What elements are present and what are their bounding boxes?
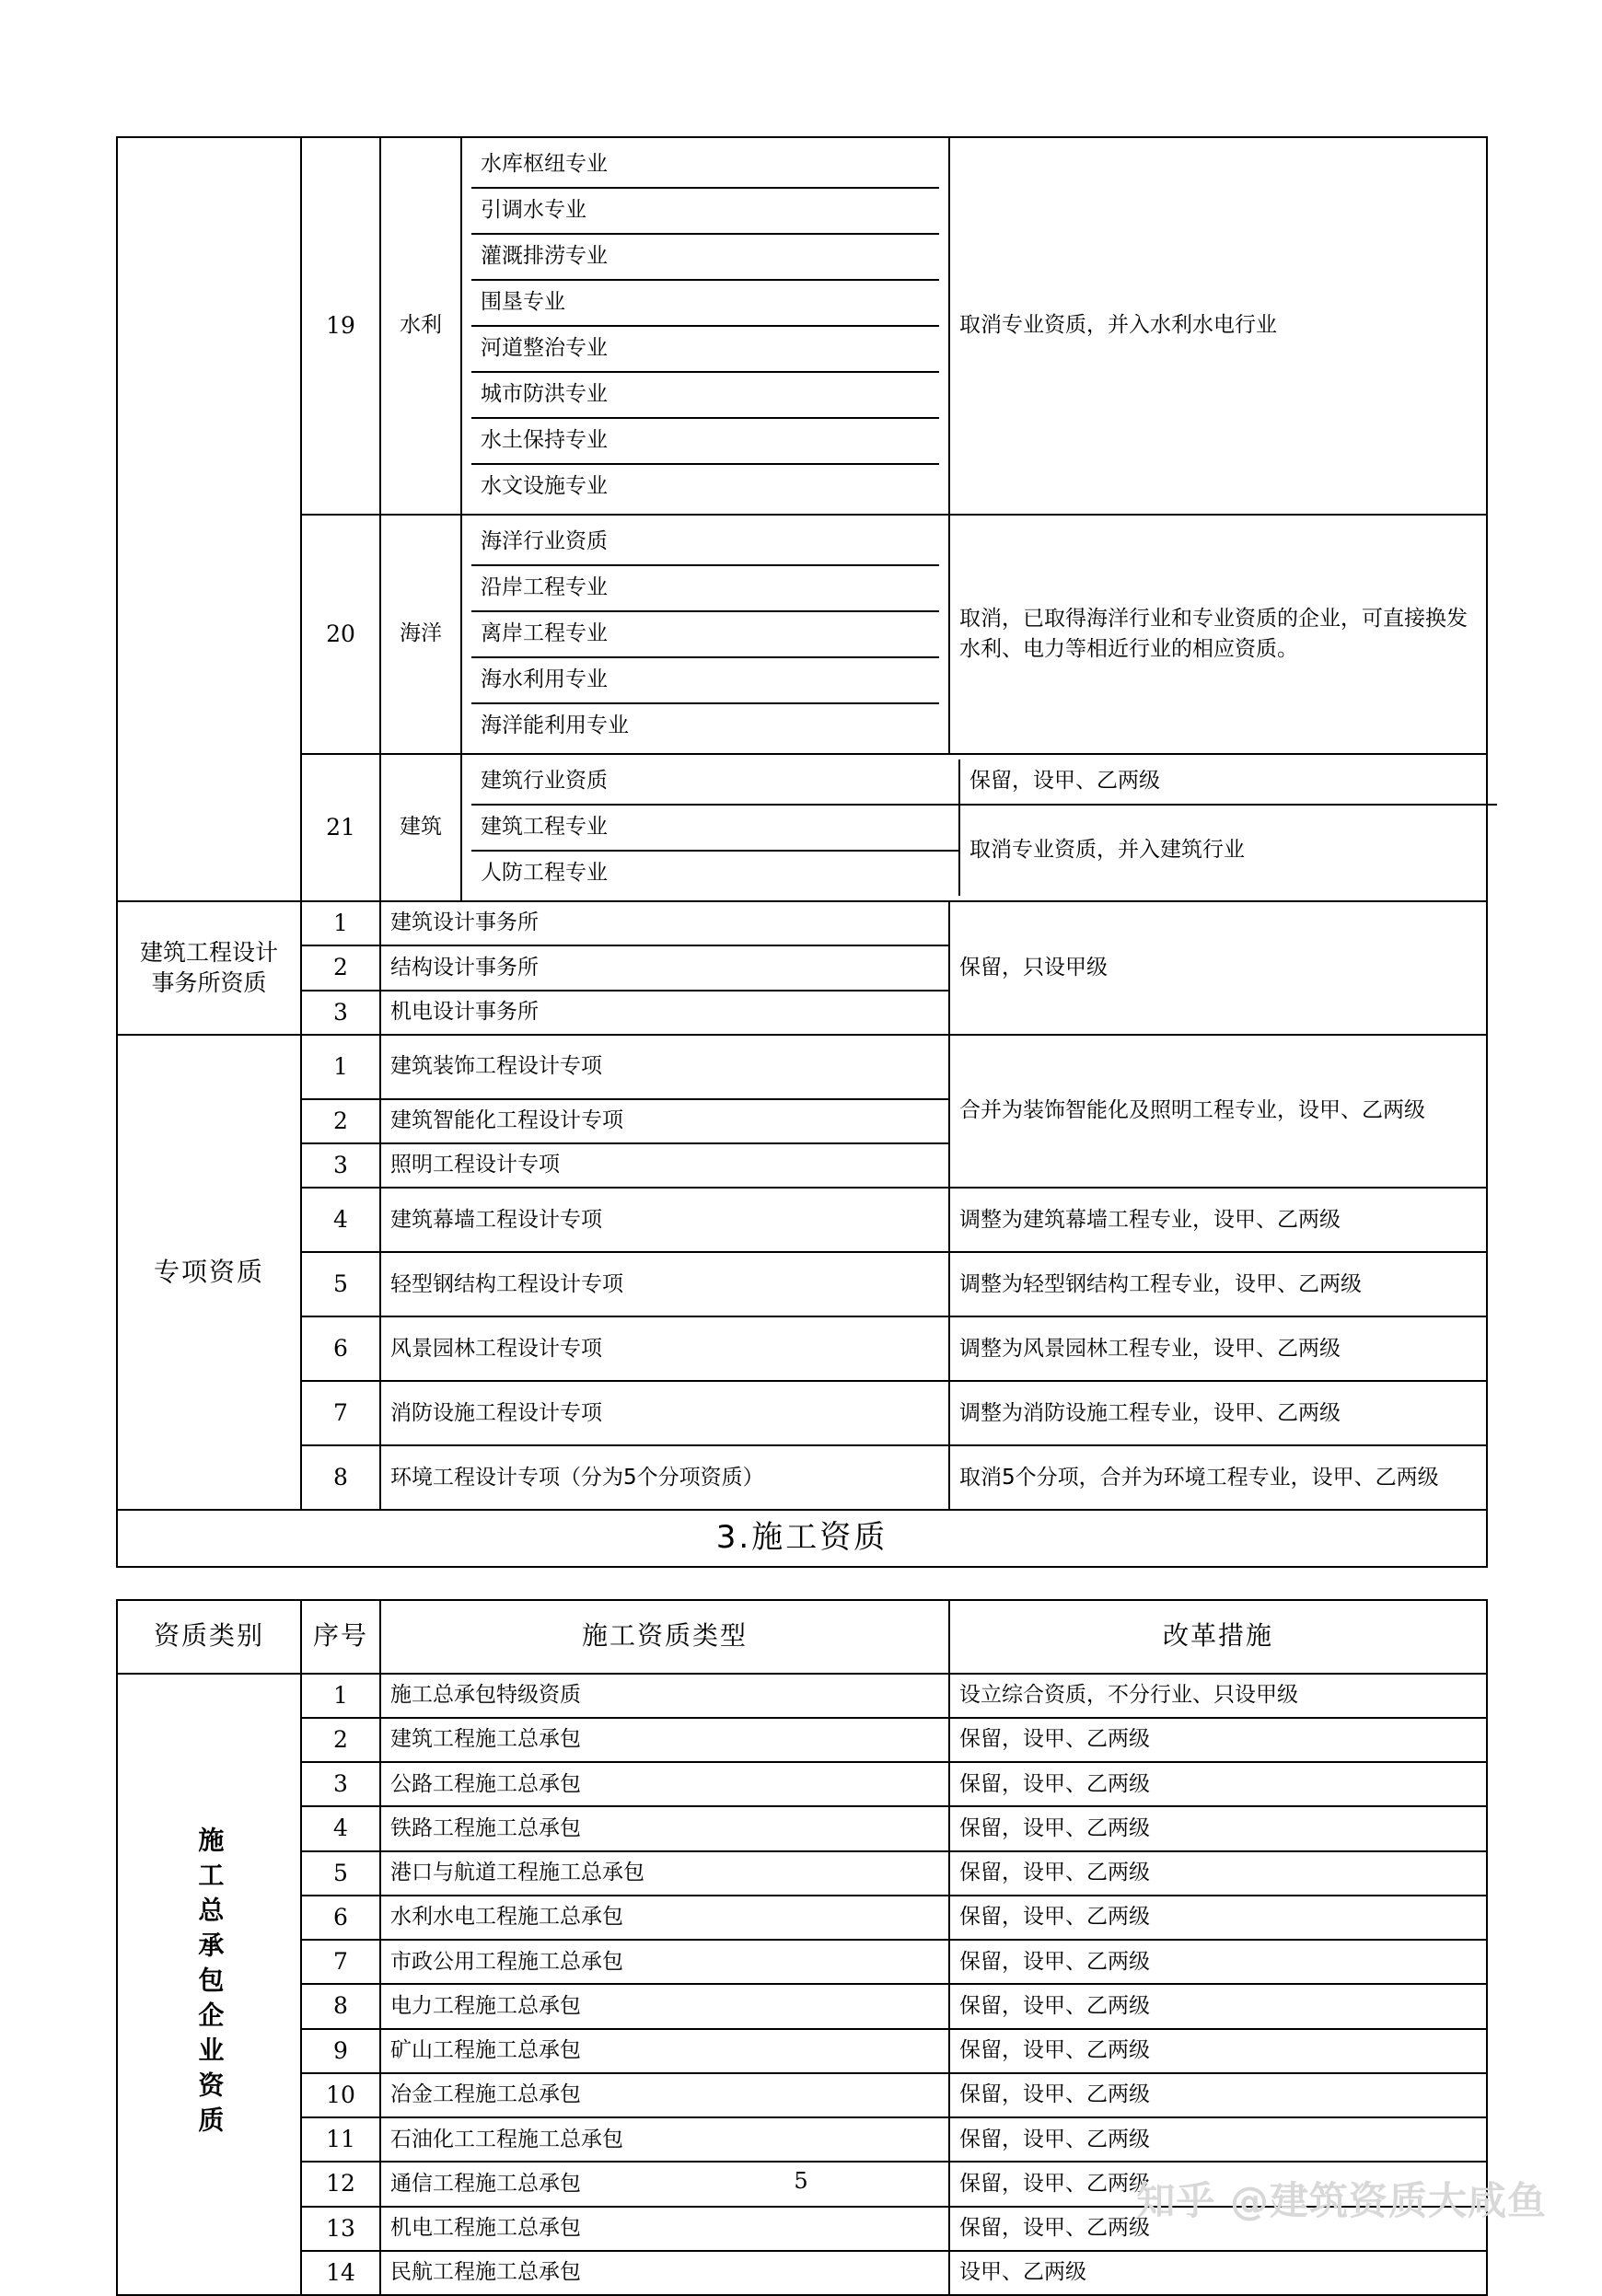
- list-item: 围垦专业: [471, 280, 939, 326]
- reform-measure-20: 取消，已取得海洋行业和专业资质的企业，可直接换发水利、电力等相近行业的相应资质。: [949, 515, 1487, 754]
- row-number: 9: [301, 2029, 380, 2073]
- list-item: 离岸工程专业: [471, 611, 939, 657]
- column-header-type: 施工资质类型: [380, 1600, 949, 1674]
- category-label-line2: 事务所资质: [151, 969, 267, 997]
- list-item: 人防工程专业: [471, 851, 959, 896]
- reform-measure: 保留，设甲、乙两级: [949, 1984, 1487, 2028]
- qualification-type: 通信工程施工总承包: [380, 2162, 949, 2206]
- section-title-row: [117, 1510, 1487, 1566]
- qualification-type: 石油化工工程施工总承包: [380, 2117, 949, 2162]
- list-item: 水文设施专业: [481, 474, 608, 499]
- category-design-office: [117, 901, 301, 1035]
- reform-measure: 保留，设甲、乙两级: [949, 1940, 1487, 1984]
- qualification-type: 矿山工程施工总承包: [380, 2029, 949, 2073]
- qualification-type: 建筑装饰工程设计专项: [380, 1035, 949, 1099]
- reform-measure: 保留，设甲、乙两级: [949, 2073, 1487, 2117]
- reform-measure: 保留，设甲、乙两级: [949, 1718, 1487, 1762]
- table-row: [117, 2073, 1487, 2117]
- qualification-type: 建筑智能化工程设计专项: [380, 1099, 949, 1143]
- row-number: 4: [301, 1188, 380, 1252]
- table-row: [117, 2029, 1487, 2073]
- list-item: 海水利用专业: [471, 657, 939, 703]
- list-item: 海洋能利用专业: [481, 713, 629, 738]
- design-qualification-table: [116, 136, 1488, 1568]
- table-row: [117, 2117, 1487, 2162]
- category-special-qualification: 专项资质: [117, 1035, 301, 1511]
- industry-name-21: 建筑: [380, 754, 461, 901]
- reform-measure: 取消专业资质，并入建筑行业: [969, 838, 1245, 863]
- qualification-type: 公路工程施工总承包: [380, 1762, 949, 1806]
- table-header-row: [117, 1600, 1487, 1674]
- category-construction-general-contractor: [117, 1674, 301, 2296]
- qualification-type: 轻型钢结构工程设计专项: [380, 1252, 949, 1316]
- qualification-type: 建筑设计事务所: [380, 901, 949, 945]
- table-row: [117, 1718, 1487, 1762]
- table-row: [117, 1984, 1487, 2028]
- qualification-type: 照明工程设计专项: [380, 1143, 949, 1188]
- qualification-type: 机电工程施工总承包: [380, 2207, 949, 2251]
- qualification-type: 铁路工程施工总承包: [380, 1806, 949, 1850]
- table-row: [117, 1940, 1487, 1984]
- row-number: 7: [301, 1381, 380, 1445]
- list-item: 城市防洪专业: [471, 372, 939, 418]
- table-row: [117, 1674, 1487, 1718]
- qualification-type: 市政公用工程施工总承包: [380, 1940, 949, 1984]
- row-number: 7: [301, 1940, 380, 1984]
- reform-measure: 保留，设甲、乙两级: [949, 2029, 1487, 2073]
- row-number: 5: [301, 1252, 380, 1316]
- reform-measure: 保留，设甲、乙两级: [949, 2162, 1487, 2206]
- specialty-list-19: [461, 137, 949, 515]
- reform-measure: 调整为建筑幕墙工程专业，设甲、乙两级: [949, 1188, 1487, 1252]
- reform-measure-19: 取消专业资质，并入水利水电行业: [949, 137, 1487, 515]
- row-number-20: 20: [301, 515, 380, 754]
- row-number: 4: [301, 1806, 380, 1850]
- table-row: [117, 2251, 1487, 2295]
- column-header-category: 资质类别: [117, 1600, 301, 1674]
- table-row: [117, 1896, 1487, 1940]
- table-row: [117, 1762, 1487, 1806]
- qualification-type: 电力工程施工总承包: [380, 1984, 949, 2028]
- row-number: 2: [301, 1718, 380, 1762]
- row-number: 2: [301, 1099, 380, 1143]
- section-title-construction: 3.施工资质: [117, 1510, 1487, 1566]
- reform-measure: 取消5个分项，合并为环境工程专业，设甲、乙两级: [949, 1445, 1487, 1510]
- list-item: 建筑行业资质: [471, 760, 959, 805]
- qualification-type: 建筑幕墙工程设计专项: [380, 1188, 949, 1252]
- row-number: 1: [301, 901, 380, 945]
- industry-name-19: 水利: [380, 137, 461, 515]
- reform-measure: 保留，设甲、乙两级: [949, 1762, 1487, 1806]
- list-item: 海洋行业资质: [471, 520, 939, 565]
- table-row: [117, 1445, 1487, 1510]
- list-item: 水库枢纽专业: [471, 143, 939, 188]
- row-number: 5: [301, 1851, 380, 1896]
- qualification-type: 消防设施工程设计专项: [380, 1381, 949, 1445]
- list-item: 河道整治专业: [471, 326, 939, 372]
- row-number: 1: [301, 1035, 380, 1099]
- qualification-type: 施工总承包特级资质: [380, 1674, 949, 1718]
- row-number: 6: [301, 1896, 380, 1940]
- table-row: [117, 901, 1487, 945]
- table-row: [117, 1316, 1487, 1381]
- category-cell-empty: [117, 137, 301, 901]
- reform-measure: 调整为轻型钢结构工程专业，设甲、乙两级: [949, 1252, 1487, 1316]
- reform-measure: 调整为风景园林工程专业，设甲、乙两级: [949, 1316, 1487, 1381]
- qualification-type: 机电设计事务所: [380, 991, 949, 1035]
- table-row: [117, 1806, 1487, 1850]
- row-number: 3: [301, 991, 380, 1035]
- reform-measure: 保留，设甲、乙两级: [949, 1851, 1487, 1896]
- reform-measure: 保留，设甲、乙两级: [959, 760, 1497, 805]
- reform-measure: 保留，设甲、乙两级: [949, 2207, 1487, 2251]
- qualification-type: 建筑工程施工总承包: [380, 1718, 949, 1762]
- list-item: 水土保持专业: [471, 418, 939, 464]
- row-number: 11: [301, 2117, 380, 2162]
- row-number: 2: [301, 945, 380, 990]
- row-number: 10: [301, 2073, 380, 2117]
- industry-name-20: 海洋: [380, 515, 461, 754]
- category-label-line1: 建筑工程设计: [139, 938, 278, 966]
- qualification-type: 冶金工程施工总承包: [380, 2073, 949, 2117]
- row-number: 8: [301, 1984, 380, 2028]
- reform-measure: 保留，设甲、乙两级: [949, 2117, 1487, 2162]
- table-row: [117, 515, 1487, 754]
- reform-measure: 设甲、乙两级: [949, 2251, 1487, 2295]
- watermark: 知乎 @建筑资质大咸鱼: [1136, 2178, 1547, 2223]
- table-row: [117, 1252, 1487, 1316]
- table-row: [117, 1188, 1487, 1252]
- table-row: [117, 1035, 1487, 1099]
- qualification-type: 风景园林工程设计专项: [380, 1316, 949, 1381]
- page-number: 5: [794, 2168, 808, 2194]
- reform-measure: 调整为消防设施工程专业，设甲、乙两级: [949, 1381, 1487, 1445]
- row-number-19: 19: [301, 137, 380, 515]
- row21-detail-grid: [461, 754, 1487, 901]
- table-row: [117, 1851, 1487, 1896]
- row-number: 3: [301, 1143, 380, 1188]
- row-number: 3: [301, 1762, 380, 1806]
- qualification-type: 环境工程设计专项（分为5个分项资质）: [380, 1445, 949, 1510]
- table-row: [117, 137, 1487, 515]
- table-row: [117, 754, 1487, 901]
- list-item: 建筑工程专业: [471, 805, 959, 851]
- table-row: [117, 1381, 1487, 1445]
- reform-measure: 保留，设甲、乙两级: [949, 1896, 1487, 1940]
- reform-measure: 保留，只设甲级: [949, 901, 1487, 1035]
- row-number: 1: [301, 1674, 380, 1718]
- row-number: 12: [301, 2162, 380, 2206]
- list-item: 灌溉排涝专业: [471, 234, 939, 280]
- qualification-type: 结构设计事务所: [380, 945, 949, 990]
- column-header-measure: 改革措施: [949, 1600, 1487, 1674]
- row-number-21: 21: [301, 754, 380, 901]
- category-label-vertical: 施工总承包企业资质: [194, 1826, 226, 2142]
- row-number: 13: [301, 2207, 380, 2251]
- qualification-type: 港口与航道工程施工总承包: [380, 1851, 949, 1896]
- qualification-type: 水利水电工程施工总承包: [380, 1896, 949, 1940]
- reform-measure: 设立综合资质，不分行业、只设甲级: [949, 1674, 1487, 1718]
- list-item: 沿岸工程专业: [471, 565, 939, 611]
- page-content: [116, 136, 1486, 2296]
- list-item: 引调水专业: [471, 188, 939, 234]
- column-header-no: 序号: [301, 1600, 380, 1674]
- specialty-list-20: [461, 515, 949, 754]
- qualification-type: 民航工程施工总承包: [380, 2251, 949, 2295]
- row-number: 8: [301, 1445, 380, 1510]
- row-number: 14: [301, 2251, 380, 2295]
- reform-measure: 保留，设甲、乙两级: [949, 1806, 1487, 1850]
- row-number: 6: [301, 1316, 380, 1381]
- reform-measure: 合并为装饰智能化及照明工程专业，设甲、乙两级: [949, 1035, 1487, 1189]
